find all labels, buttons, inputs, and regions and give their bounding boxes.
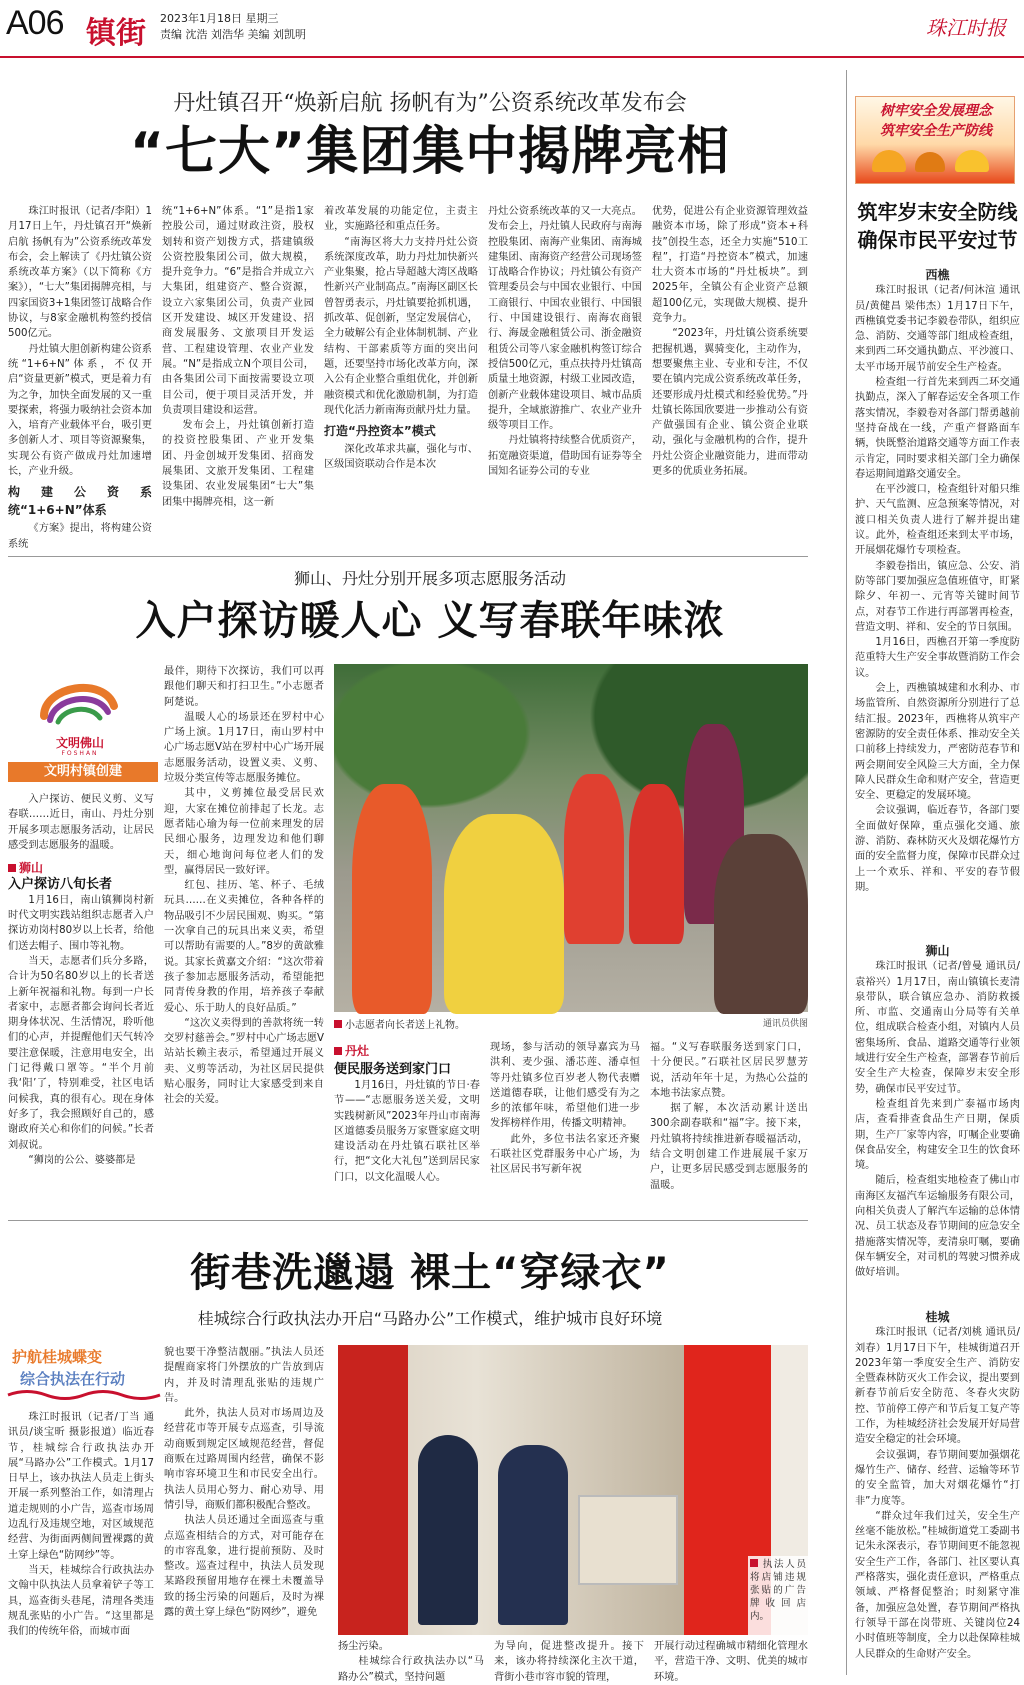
story1-headline: “七大”集团集中揭牌亮相 (129, 122, 731, 182)
sidebar-column-2 (855, 944, 1020, 1304)
paragraph: 1月16日，西樵召开第一季度防范重特大生产安全事故暨消防工作会议。 (855, 637, 1020, 679)
paragraph: 红包、挂历、笔、杯子、毛绒玩具……在义卖摊位，各种各样的物品吸引不少居民围观、购买。“第一次拿自己的玩具出来义卖，希望可以帮助有需要的人。”8岁的黄歆雅说。其家长黄嘉文介绍：“这次带着孩子参加志愿服务活动，希望能把同青传身教的作用，培养孩子奉献爱心、乐于助人的良好品质。” (164, 880, 324, 1014)
paragraph: 珠江时报讯（记者/曾曼 通讯员/袁裕兴）1月17日，南山镇镇长麦清泉带队，联合镇应急办、消防救援所、市监、交通南山分局等有关单位，组成联合检查小组，对镇内人员密集场所、食品、道路交通等行业领域进行安全生产检查，部署春节前后安全生产大检查，保障岁末安全形势，确保市民平安过节。 (855, 961, 1020, 1095)
story2-headline: 入户探访暖人心 义写春联年味浓 (135, 598, 725, 644)
paragraph: 丹灶公资系统改革的又一大亮点。发布会上，丹灶镇人民政府与南海控股集团、南海产业集团、南海城建集团、南海资产经营公司现场签订战略合作协议；丹灶镇公有资产管理委员会与中国农业银行、中国工商银行、中国农业银行、中国银行、中国建设银行、南海农商银行、海晟金融租赁公司、浙金融资租赁公司等八家金融机构签订综合授信500亿元，重点扶持丹灶镇高质量土地资源，村级工业园改造，创新产业载体建设项目、城市品质提升，全域旅游推广、农业产业升级等项目工作。 (488, 206, 642, 432)
paragraph: 发布会上，丹灶镇创新打造的投资控股集团、产业开发集团、丹金创城开发集团、招商发展集团、文旅开发集团、工程建设集团、农业发展集团“七大”集团集中揭牌亮相，这一新 (162, 420, 314, 508)
story1-column-3 (324, 204, 478, 522)
volunteer-figure (564, 774, 624, 944)
paragraph: 会议强调，春节期间要加强烟花爆竹生产、储存、经营、运输等环节的安全监管，加大对烟花爆竹“打非”力度等。 (855, 1449, 1020, 1507)
paragraph: 深化改革求共赢，强化与市、区级国资联动合作是本次 (324, 444, 478, 471)
column-logo-line1: 护航桂城蝶变 (12, 1348, 103, 1366)
issue-editors: 责编 沈浩 刘浩华 美编 刘凯明 (160, 28, 306, 41)
story2-column-2 (164, 664, 324, 1194)
story2-column-1 (8, 792, 154, 1194)
header-rule (0, 56, 1024, 58)
photo-caption: 小志愿者向长者送上礼物。 (334, 1016, 634, 1031)
paragraph: 入户探访、便民义剪、义写春联……近日，南山、丹灶分别开展多项志愿服务活动，让居民感受到志愿服务的温暖。 (8, 794, 154, 851)
paragraph: 1月16日，南山镇狮岗村新时代文明实践站组织志愿者入户探访劝岗村80岁以上长者，给他们送去帽子、围巾等礼物。 (8, 894, 154, 952)
wave-decoration-icon (8, 1388, 160, 1402)
sidebar-subhead: 西樵 (925, 268, 950, 282)
shop-sign (578, 1495, 678, 1585)
paragraph: 丹灶镇大胆创新构建公资系统“1+6+N”体系，不仅开启“资量更新”模式，更是着力有为之争，加快全面发展的又一重要探索，将强力吸纳社会资本加入，培育产业载体平台，吸引更多创新人才、项目等资源聚集，实现公有资产做成丹灶加速增长，产业升级。 (8, 343, 152, 478)
paragraph: 优势，促进公有企业资源管理效益融资本市场，除了形成“资本+科技”创投生态，还全力实施“510工程”，打造“丹控资本”模式，加速壮大资本市场的“丹灶板块”。到2025年，全镇公有企业资产总额超100亿元，实现做大规模、提升竞争力。 (652, 206, 808, 325)
story3-column-2 (164, 1345, 324, 1674)
photo-credit: 通讯员供图 (762, 1019, 808, 1029)
paragraph: “南海区将大力支持丹灶公资系统深度改革，助力丹灶加快新兴产业集聚，抢占导超越大湾区战略性新兴产业制高点。”南海区副区长曾智勇表示，丹灶镇要抢抓机遇，抓改革、促创新，坚定发展信心，全力破解公有企业体制机制、产业结构、干部素质等方面的突出问题，还要坚持市场化改革方向，深入公有企业整合重组优化，并创新融资模式和优化激励机制，为打造现代化活力新南海贡献丹灶力量。 (324, 236, 478, 416)
officer-figure (498, 1445, 568, 1625)
paragraph: 现场，参与活动的领导嘉宾为马洪利、麦少强、潘芯莲、潘卓恒等丹灶镇多位百岁老人物代表赠送道德春联，让他们感受有为之乡的浓郁年味，希望他们进一步发挥榜样作用，传播文明精神。 (490, 1042, 640, 1130)
story1-column-5 (652, 204, 808, 522)
section-label: 狮山 (8, 861, 154, 877)
story3-column-1 (8, 1410, 154, 1674)
volunteer-figure (352, 784, 432, 1014)
sidebar-subhead: 狮山 (925, 944, 950, 958)
paragraph: 其中，义剪摊位最受居民欢迎，大家在摊位前排起了长龙。志愿者陆心瑜为每一位前来理发的居民细心服务，边理发边和他们聊天，细心地询问每位老人们的发型，赢得居民一致好评。 (164, 788, 324, 876)
paragraph: 珠江时报讯（记者/刘桃 通讯员/刘春）1月17日下午，桂城街道召开2023年第一季度安全生产、消防安全暨森林防灭火工作会议，提出要到新春节前后安全防范、冬春火灾防控、节前停工停产和节后复工复产等工作，为桂城经济社会发展开好局营造安全稳定的社会环境。 (855, 1327, 1020, 1446)
sidebar-headline: 筑牢岁末安全防线 确保市民平安过节 (857, 200, 1018, 252)
section-divider (8, 556, 808, 557)
section-label: 丹灶 (334, 1040, 494, 1059)
red-signboard (338, 1345, 408, 1635)
banner-line-2: 筑牢安全生产防线 (880, 123, 992, 139)
photo2-caption: 扬尘污染。 桂城综合行政执法办以“马路办公”模式，坚持问题 (338, 1641, 484, 1683)
wenming-foshan-logo-icon (34, 676, 124, 732)
issue-info (160, 11, 306, 43)
paragraph: 着改革发展的功能定位，主责主业，实施路径和重点任务。 (324, 206, 478, 233)
paragraph: 据了解，本次活动累计送出300余副春联和“福”字。接下来，丹灶镇将持续推进新春暖福活动，结合文明创建工作进展展千家万户，让更多居民感受到志愿服务的温暖。 (650, 1103, 808, 1191)
paragraph: 温暖人心的场景还在罗村中心广场上演。1月17日，南山罗村中心广场志愿V站在罗村中心广场开展志愿服务活动，设置义卖、义剪、垃圾分类宣传等志愿服务摊位。 (164, 711, 324, 785)
column-logo-line2: 综合执法在行动 (20, 1370, 126, 1388)
column-tag: 文明村镇创建 (8, 762, 158, 782)
story2-column-5 (650, 1040, 808, 1194)
volunteer-figure (444, 814, 564, 1014)
paragraph: 执法人员还通过全面巡查与重点巡查相结合的方式，对可能存在的市容乱象，进行提前预防、及时整改。巡查过程中，执法人员发现某路段预留用地存在裸土未覆盖导致的扬尘污染的问题后，及时为裸露的黄土穿上绿色“防网纱”，避免 (164, 1515, 324, 1619)
story1-kicker: 丹灶镇召开“焕新启航 扬帆有为”公资系统改革发布会 (173, 91, 687, 116)
sidebar-subhead: 桂城 (925, 1310, 950, 1324)
story1-column-4 (488, 204, 642, 522)
paragraph: 检查组首先来到广泰福市场肉店，查看排查食品生产日期，保质期，生产厂家等内容，叮嘱企业要确保食品安全，构建安全卫生的饮食环境。 (855, 1098, 1020, 1172)
section-name: 镇街 (86, 16, 146, 51)
enforcement-photo (338, 1345, 684, 1635)
story2-column-4 (490, 1040, 640, 1194)
sidebar-column-3 (855, 1310, 1020, 1675)
logo-subtext: FOSHAN (61, 750, 99, 757)
story3-column-4: 开展行动过程确城市精细化管理水平，营造干净、文明、优美的城市环境。 (654, 1641, 808, 1683)
subheading: 打造“丹控资本”模式 (324, 424, 436, 439)
story2-kicker: 狮山、丹灶分别开展多项志愿服务活动 (293, 569, 566, 588)
subheading: 构建公资系统“1+6+N”体系 (8, 485, 152, 518)
paragraph: “2023年，丹灶镇公资系统要把握机遇，翼骑变化，主动作为，想要聚焦主业、专业和专注，不仅要在镇内完成公资系统改革任务，还要形成丹灶模式和经验优势。”丹灶镇长陈国欣要进一步推动公有资产做强国有企业、镇公资企业联动，强化与金融机构的合作，提升丹灶公资企业融资能力，进而带动更多的优质业务拓展。 (652, 328, 808, 478)
story3-headline: 街巷洗邋遢 裸土“穿绿衣” (190, 1250, 670, 1296)
paragraph: 貌也要干净整洁靓丽。”执法人员还提醒商家将门外摆放的广告放到店内，并及时清理乱张贴的违规广告。 (164, 1347, 324, 1404)
story2-column-3 (334, 1078, 480, 1194)
paragraph: 福。“义写春联服务送到家门口，十分便民。”石联社区居民罗慧芳说，活动年年十足，为热心公益的本地书法家点赞。 (650, 1042, 808, 1099)
sidebar-column-1 (855, 268, 1020, 938)
paragraph: 在平沙渡口，检查组针对船只维护、天气监测、应急预案等情况，对渡口相关负责人进行了解并提出建议。此外，检查组还来到太平市场，开展烟花爆竹专项检查。 (855, 484, 1020, 557)
red-square-icon (750, 1559, 758, 1567)
red-square-icon (334, 1020, 342, 1028)
paragraph: 当天，桂城综合行政执法办文翰中队执法人员拿着铲子等工具，巡查街头巷尾，清理各类违规乱张贴的小广告。“这里都是我们的传统年俗，而城市面 (8, 1564, 154, 1638)
paragraph: 会议强调，临近春节，各部门要全面做好保障，重点强化交通、旅游、消防、森林防灭火及烟花爆竹方面的安全监督力度，保障市民群众过上一个欢乐、祥和、平安的春节假期。 (855, 805, 1020, 893)
subheading: 便民服务送到家门口 (334, 1062, 452, 1077)
story3-column-3: 为导向，促进整改提升。接下来，该办将持续深化主次干道，背街小巷市容市貌的管理， (494, 1641, 644, 1683)
elder-figure (714, 834, 808, 1014)
paragraph: “狮岗的公公、婆婆都是 (28, 1154, 136, 1166)
paragraph: “群众过年我们过关，安全生产丝毫不能放松。”桂城街道党工委副书记朱永深表示，春节期间更不能忽视安全生产工作，各部门、社区要认真严格落实，强化责任意识，严格重点领域、严格督促整治；时刻紧守准备，加强应急处置，春节期间严格执行领导干部在岗带班、关键岗位24小时值班等制度，全力以赴保障桂城人民群众的生命财产安全。 (855, 1510, 1020, 1660)
volunteer-photo (334, 664, 808, 1012)
logo-text: 文明佛山 (55, 736, 104, 750)
paragraph: 此外，执法人员对市场周边及经营花市等开展专点巡查，引导流动商贩到规定区域规范经营，督促商贩在过路周围内经营，确保不影响市容环境卫生和市民安全出行。执法人员用心努力、耐心劝导、用情引导，商贩们都积极配合整改。 (164, 1408, 324, 1511)
sidebar-divider (846, 70, 847, 1675)
paper-logo: 珠江时报 (926, 16, 1006, 40)
paragraph: 会上，西樵镇城建和水利办、市场监管所、自然资源所分别进行了总结汇报。2023年，西樵将从筑牢产密源防的安全责任体系、推动安全关口前移上持续发力，严密防范春节和两会期间安全风险三大方面，全力保障人民群众生命和财产安全，营造更安全、更稳定的发展环境。 (855, 683, 1020, 802)
paragraph: 统“1+6+N”体系。“1”是指1家控股公司，通过财政注资，股权划转和资产划拨方式，搭建镇级公资控股集团公司，做大规模，提升竞争力。“6”是指合并成立六大集团，组建资产、整合资源，设立六家集团公司，负责产业园区开发建设、城区开发建设、招商发展服务、文旅项目开发运营、工程建设管理、农业产业发展。“N”是指成立N个项目公司，由各集团公司下面按需要设立项目公司，便于项目灵活开发，并负责项目建设和运营。 (162, 206, 314, 416)
paragraph: “这次义卖得到的善款将统一转交罗村慈善会。”罗村中心广场志愿V站站长赖主表示，希望通过开展义卖、义剪等活动，为社区居民提供贴心服务，同时让大家感受到来自社会的关爱。 (164, 1017, 324, 1106)
paragraph: 最伴，期待下次探访，我们可以再跟他们聊天和打扫卫生。”小志愿者阿楚说。 (164, 666, 324, 708)
paragraph: 《方案》提出，将构建公资系统 (8, 523, 152, 550)
banner-line-1: 树牢安全发展理念 (880, 103, 992, 119)
subheading: 入户探访八旬长者 (8, 877, 113, 893)
story1-column-2 (162, 204, 314, 522)
story1-column-1 (8, 204, 152, 550)
paragraph: 检查组一行首先来到西二环交通执勤点，深入了解春运安全各项工作落实情况，李毅卷对各部门帮勇越前坚持奋战在一线，产重产督路面车辆，快既整治道路交通等方面工作表示肯定，同时要求相关部门全力确保春运期间道路交通安全。 (855, 377, 1020, 480)
paragraph: 珠江时报讯（记者/丁当 通讯员/谈宝昕 摄影报道）临近春节，桂城综合行政执法办开展“马路办公”工作模式。1月17日早上，该办执法人员走上街头开展一系列整治工作，如清理占道走规则的小广告，巡查市场周边乱行及违规空地，对区域规范经营、为街面两侧间置裸露的黄土穿上绿色“防网纱”等。 (8, 1412, 154, 1561)
red-square-icon (334, 1047, 342, 1055)
red-square-icon (8, 864, 16, 872)
paragraph: 1月16日，丹灶镇的节日·春节——“志愿服务送关爱，文明实践树新风”2023年丹山市南海区道德委员服务万家暨家庭文明建设活动在丹灶镇石联社区举行，把“文化大礼包”送到居民家门口，以文化温暖人心。 (334, 1080, 480, 1183)
paragraph: 丹灶镇将持续整合优质资产，拓宽融资渠道，借助国有证券等全国知名证券公司的专业 (488, 435, 642, 478)
officer-figure (418, 1435, 478, 1625)
paragraph: 李毅卷指出，镇应急、公安、消防等部门要加强应急值班值守，盯紧除夕、年初一、元宵等关键时间节点，对春节工作进行再部署再检查，营造文明、祥和、安全的节日氛围。 (855, 560, 1020, 633)
photo3-caption: 执法人员将店铺违规张贴的广告牌收回店内。 (748, 1556, 808, 1636)
paragraph: 当天，志愿者们兵分多路，合计为50名80岁以上的长者送上新年祝福和礼物。每到一户长者家中，志愿者都会询问长者近期身体状况、生活情况，聆听他们的心声，并提醒他们天气转冷要注意保暖，注意用电安全，出门记得戴口罩等。“半个月前我‘阳’了，特别难受，社区电话问候我，真的很有心。现在身体好多了，我会照顾好自己的，感谢政府关心和你们的问候。”长者刘叔说。 (8, 955, 154, 1151)
paragraph: 珠江时报讯（记者/李阳）1月17日上午，丹灶镇召开“焕新启航 扬帆有为”公资系统改革发布会，会上解读了《丹灶镇公资系统改革方案》（以下简称《方案》），“七大”集团揭牌亮相，与四家国资3+1集团签订战略合作协议，与8家金融机构签约授信500亿元。 (8, 206, 152, 340)
paragraph: 珠江时报讯（记者/何沐渲 通讯员/黄健昌 梁伟杰）1月17日下午，西樵镇党委书记李毅卷带队，组织应急、消防、交通等部门组成检查组，来到西二环交通执勤点、平沙渡口、太平市场开展节前安全生产检查。 (855, 285, 1020, 373)
paragraph: 随后，检查组实地检查了佛山市南海区友福汽车运输服务有限公司，向相关负责人了解汽车运输的总体情况、员工状态及春节期间的应急安全措施落实情况等，麦清泉叮嘱，要确保车辆安全，对司机的驾驶习惯养成做好培训。 (855, 1175, 1020, 1279)
story3-kicker: 桂城综合行政执法办开启“马路办公”工作模式，维护城市良好环境 (197, 1309, 663, 1328)
issue-date: 2023年1月18日 星期三 (160, 12, 279, 25)
page-number: A06 (6, 4, 64, 42)
paragraph: 此外，多位书法名家还齐聚石联社区党群服务中心广场，为社区居民书写新年祝 (490, 1133, 640, 1176)
volunteer-figure (629, 784, 684, 944)
section-divider (8, 1220, 808, 1221)
